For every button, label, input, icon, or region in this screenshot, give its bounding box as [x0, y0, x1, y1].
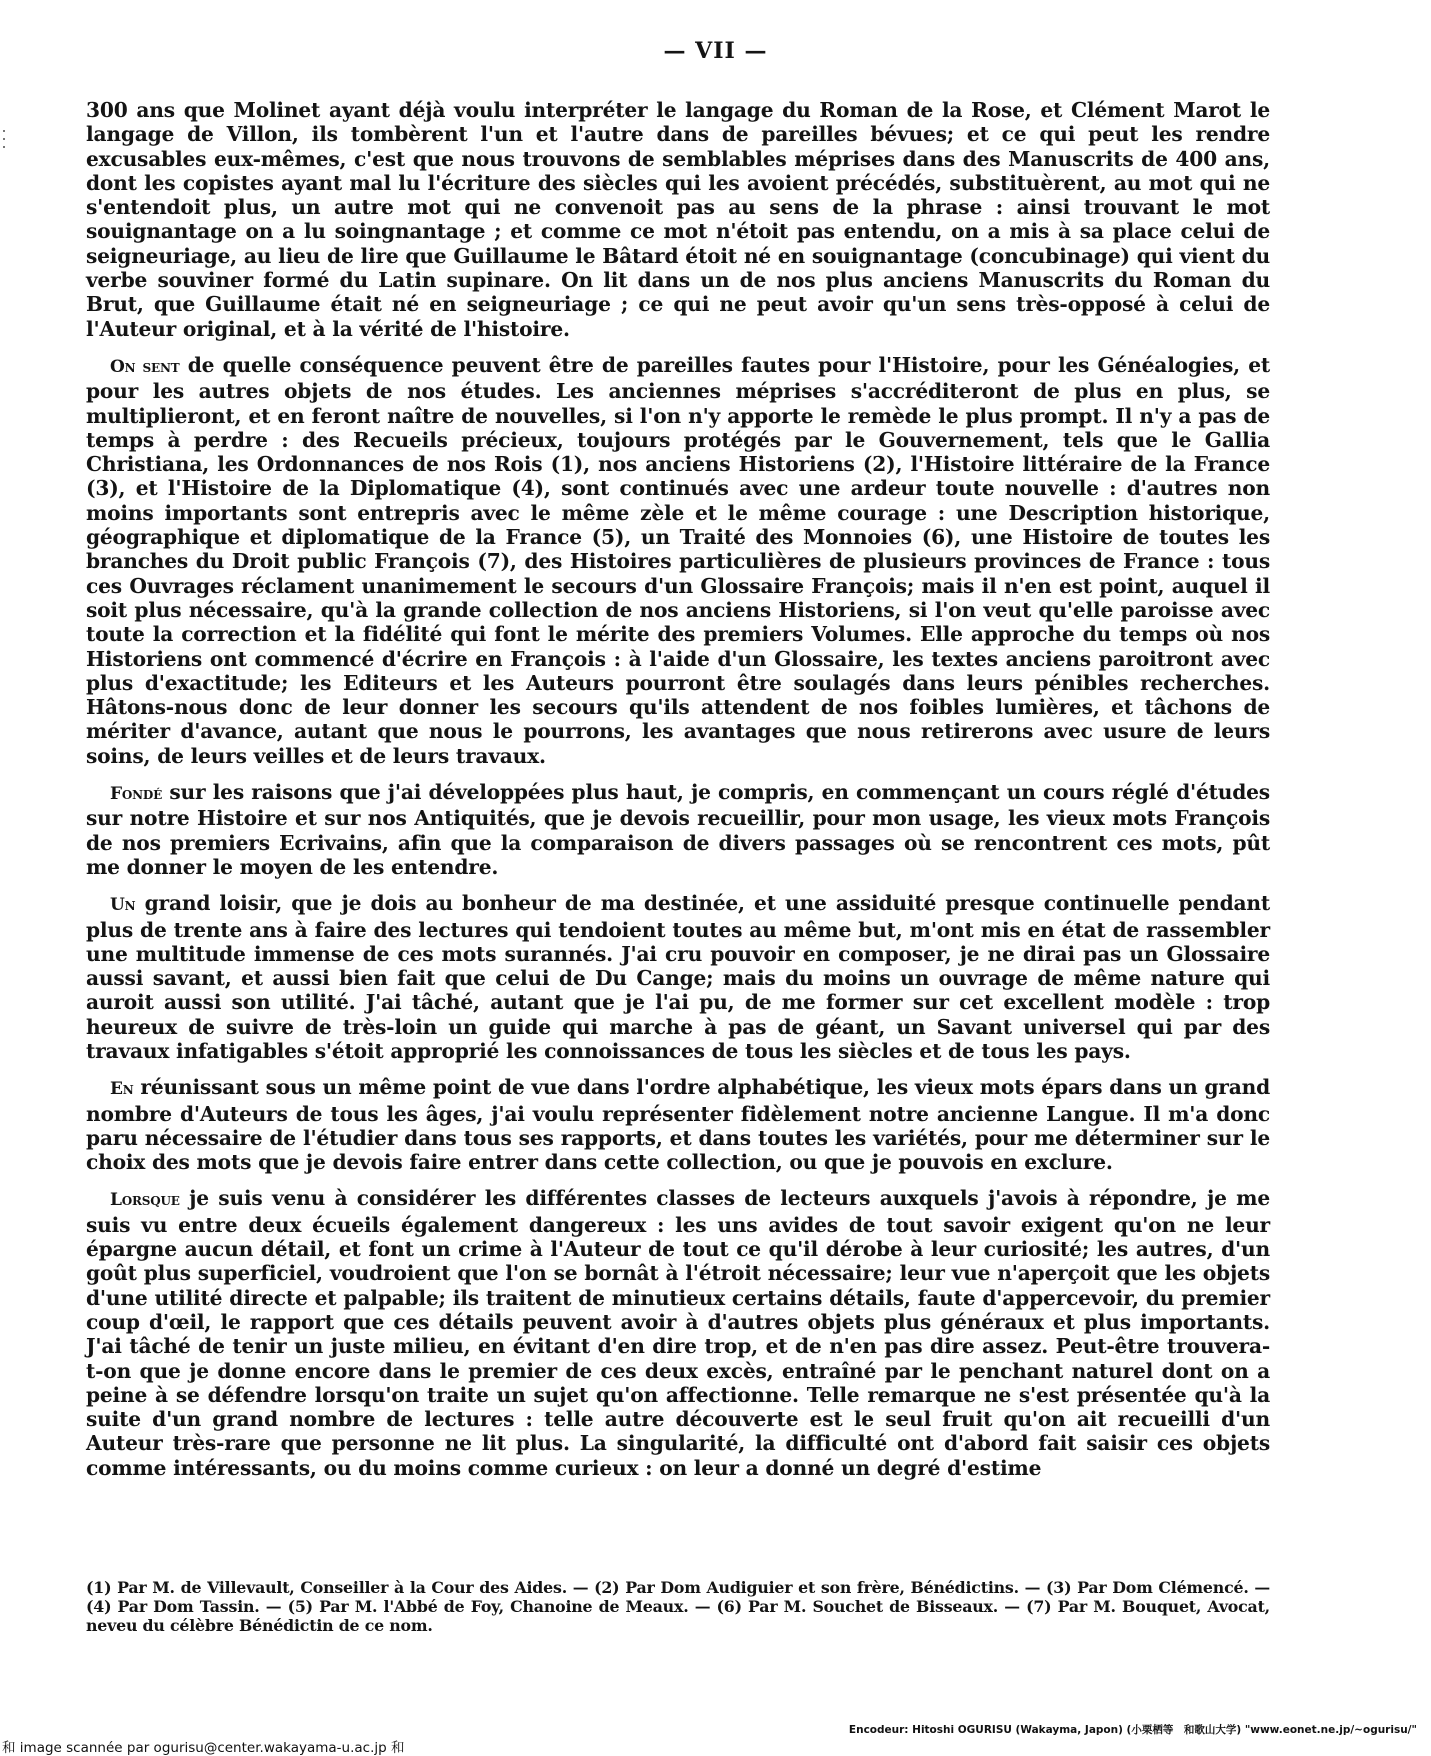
scan-credit: 和 image scannée par ogurisu@center.wakayama-u.ac.jp 和 — [2, 1740, 405, 1756]
paragraph-text: 300 ans que Molinet ayant déjà voulu interpréter le langage du Roman de la Rose, et Clément Marot le langage de Villon, ils tombèrent l'un et l'autre dans de pareilles bévues; et ce qui peut les rendre excusables eux-mêmes, c'est que nous trouvons de semblables méprises dans des Manuscrits de 400 ans, dont les copistes ayant mal lu l'écriture des siècles qui les avoient précédés, substituèrent, au mot qui ne s'entendoit plus, un autre mot qui ne convenoit pas au sens de la phrase : ainsi trouvant le mot souignantage on a lu soingnantage ; et comme ce mot n'étoit pas entendu, on a mis à sa place celui de seigneuriage, au lieu de lire que Guillaume le Bâtard étoit né en souignantage (concubinage) qui vient du verbe souviner formé du Latin supinare. On lit dans un de nos plus anciens Manuscrits du Roman du Brut, que Guillaume était né en seigneuriage ; ce qui ne peut avoir qu'un sens très-opposé à celui de l'Auteur original, et à la vérité de l'histoire. — [86, 98, 1270, 341]
paragraph-text: réunissant sous un même point de vue dans l'ordre alphabétique, les vieux mots épars dans un grand nombre d'Auteurs de tous les âges, j'ai voulu représenter fidèlement notre ancienne Langue. Il m'a donc paru nécessaire de l'étudier dans tous ses rapports, et dans toutes les variétés, pour me déterminer sur le choix des mots que je devois faire entrer dans cette collection, ou que je pouvois en exclure. — [86, 1075, 1270, 1175]
body-text — [86, 98, 1270, 1492]
paragraph-lead: Un — [110, 895, 136, 916]
paragraph-lead: En — [110, 1079, 134, 1100]
paragraph-text: sur les raisons que j'ai développées plus haut, je compris, en commençant un cours réglé d'études sur notre Histoire et sur nos Antiquités, que je devois recueillir, pour mon usage, les vieux mots François de nos premiers Ecrivains, afin que la comparaison de divers passages où se rencontrent ces mots, pût me donner le moyen de les entendre. — [86, 780, 1270, 879]
paragraph-2 — [86, 353, 1270, 768]
footnote-text: (1) Par M. de Villevault, Conseiller à la Cour des Aides. — (2) Par Dom Audiguier et son frère, Bénédictins. — (3) Par Dom Clémencé. — (4) Par Dom Tassin. — (5) Par M. l'Abbé de Foy, Chanoine de Meaux. — (6) Par M. Souchet de Bisseaux. — (7) Par M. Bouquet, Avocat, neveu du célèbre Bénédictin de ce nom. — [86, 1578, 1270, 1635]
paragraph-text: de quelle conséquence peuvent être de pareilles fautes pour l'Histoire, pour les Généalogies, et pour les autres objets de nos études. Les anciennes méprises s'accréditeront de plus en plus, se multiplieront, et en feront naître de nouvelles, si l'on n'y apporte le remède le plus prompt. Il n'y a pas de temps à perdre : des Recueils précieux, toujours protégés par le Gouvernement, tels que le Gallia Christiana, les Ordonnances de nos Rois (1), nos anciens Historiens (2), l'Histoire littéraire de la France (3), et l'Histoire de la Diplomatique (4), sont continués avec une ardeur toute nouvelle : d'autres non moins importants sont entrepris avec le même zèle et le même courage : une Description historique, géographique et diplomatique de la France (5), un Traité des Monnoies (6), une Histoire de toutes les branches du Droit public François (7), des Histoires particulières de plusieurs provinces de France : tous ces Ouvrages réclament unanimement le secours d'un Glossaire François; mais il n'en est point, auquel il soit plus nécessaire, qu'à la grande collection de nos anciens Historiens, si l'on veut qu'elle paroisse avec toute la correction et la fidélité qui font le mérite des premiers Volumes. Elle approche du temps où nos Historiens ont commencé d'écrire en François : à l'aide d'un Glossaire, les textes anciens paroitront avec plus d'exactitude; les Editeurs et les Auteurs pourront être soulagés dans leurs pénibles recherches. Hâtons-nous donc de leur donner les secours qu'ils attendent de nos foibles lumières, et tâchons de mériter d'avance, autant que nous le pourrons, les avantages que nous retirerons avec usure de leurs soins, de leurs veilles et de leurs travaux. — [86, 352, 1270, 768]
paragraph-4 — [86, 891, 1270, 1063]
page-folio: — VII — — [663, 38, 768, 64]
paragraph-lead: Lorsque — [110, 1190, 180, 1211]
paragraph-1 — [86, 98, 1270, 341]
paragraph-text: grand loisir, que je dois au bonheur de ma destinée, et une assiduité presque continuelle pendant plus de trente ans à faire des lectures qui tendoient toutes au même but, m'ont mis en état de rassembler une multitude immense de ces mots surannés. J'ai cru pouvoir en composer, je ne dirai pas un Glossaire aussi savant, et aussi bien fait que celui de Du Cange; mais du moins un ouvrage de même nature qui auroit aussi son utilité. J'ai tâché, autant que je l'ai pu, de me former sur cet excellent modèle : trop heureux de suivre de très-loin un guide qui marche à pas de géant, un Savant universel qui par des travaux infatigables s'étoit approprié les connoissances de tous les siècles et de tous les pays. — [86, 891, 1270, 1063]
paragraph-lead: On sent — [110, 356, 180, 377]
encoder-credit: Encodeur: Hitoshi OGURISU (Wakayma, Japon) (小栗栖等 和歌山大学) "www.eonet.ne.jp/~ogurisu/" — [848, 1724, 1417, 1736]
paragraph-6 — [86, 1186, 1270, 1480]
paragraph-3 — [86, 780, 1270, 879]
margin-scan-marks — [0, 130, 6, 154]
paragraph-5 — [86, 1075, 1270, 1174]
paragraph-text: je suis venu à considérer les différentes classes de lecteurs auxquels j'avois à répondre, je me suis vu entre deux écueils également dangereux : les uns avides de tout savoir exigent qu'on ne leur épargne aucun détail, et font un crime à l'Auteur de tout ce qu'il dérobe à leur curiosité; les autres, d'un goût plus superficiel, voudroient que l'on se bornât à l'étroit nécessaire; leur vue n'aperçoit que les objets d'une utilité directe et palpable; ils traitent de minutieux certains détails, faute d'appercevoir, du premier coup d'œil, le rapport que ces détails peuvent avoir à d'autres objets plus généraux et plus importants. J'ai tâché de tenir un juste milieu, en évitant d'en dire trop, et de n'en pas dire assez. Peut-être trouvera-t-on que je donne encore dans le premier de ces deux excès, entraîné par le penchant naturel dont on a peine à se défendre lorsqu'on traite un sujet qu'on affectionne. Telle remarque ne s'est présentée qu'à la suite d'un grand nombre de lectures : telle autre découverte est le seul fruit qu'on ait recueilli d'un Auteur très-rare que personne ne lit plus. La singularité, la difficulté ont d'abord fait saisir ces objets comme intéressants, ou du moins comme curieux : on leur a donné un degré d'estime — [86, 1186, 1270, 1480]
paragraph-lead: Fondé — [110, 784, 163, 805]
footnotes — [86, 1578, 1270, 1635]
